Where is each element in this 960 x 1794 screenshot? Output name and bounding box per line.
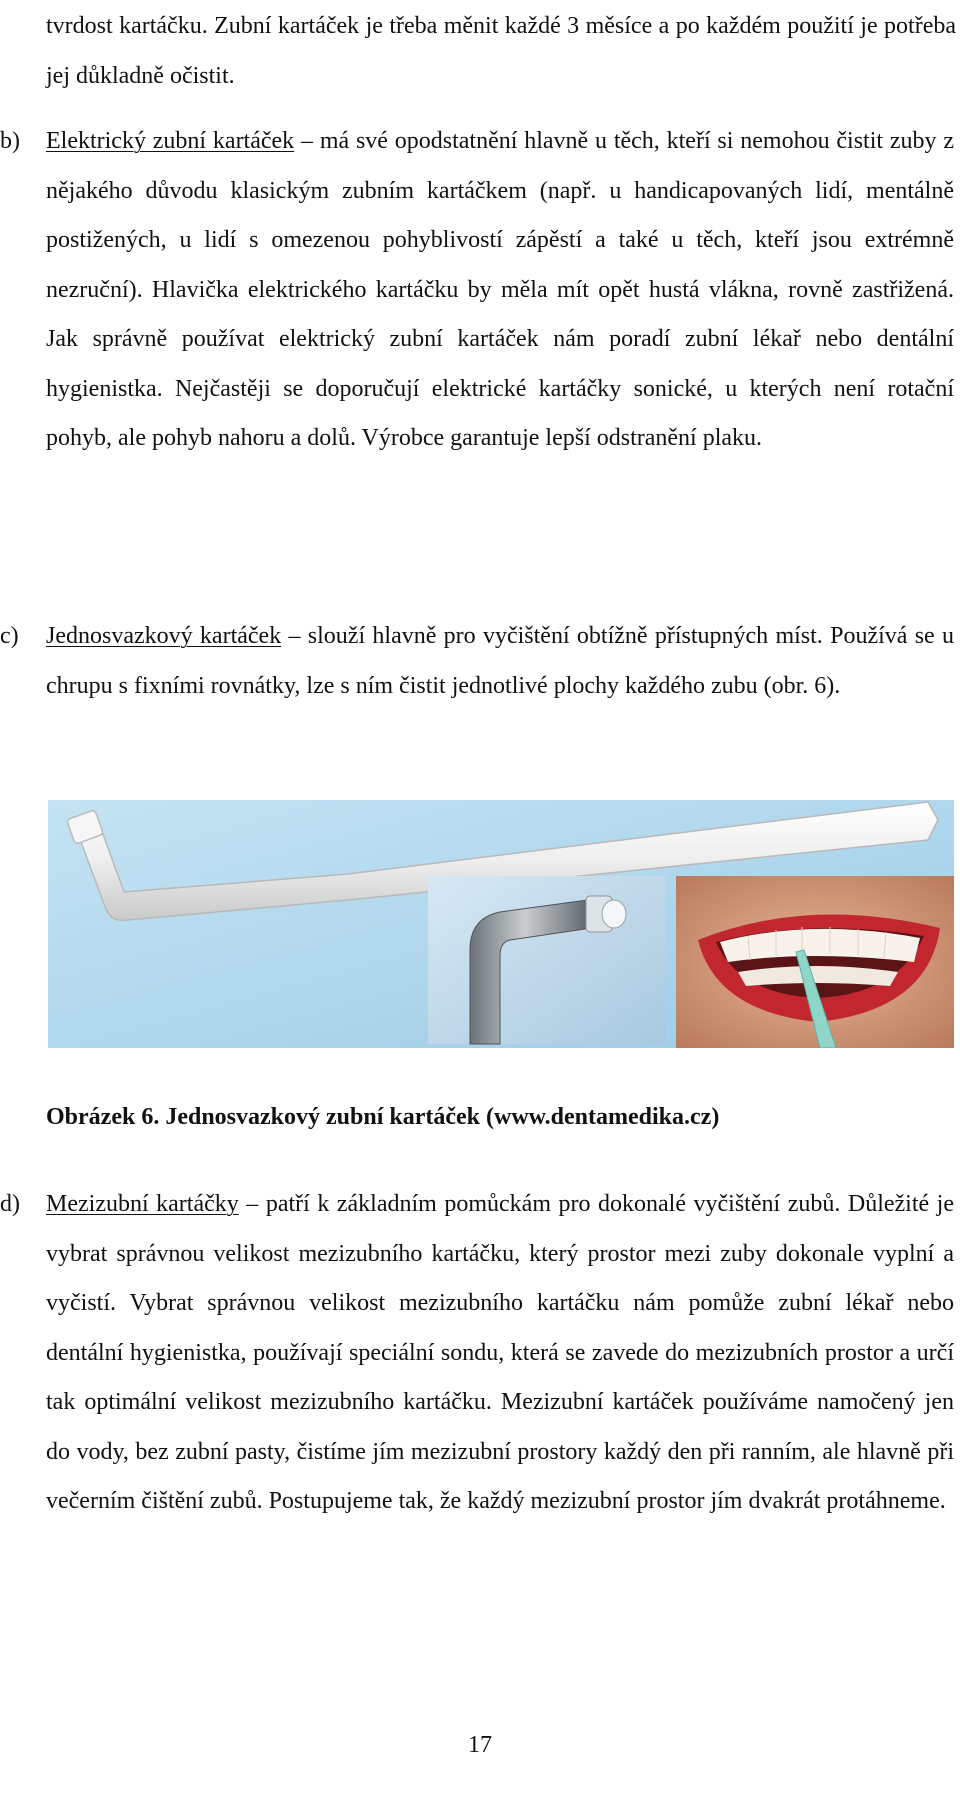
list-item-body <box>46 1180 954 1527</box>
list-item-body <box>46 117 954 464</box>
list-item-text: – patří k základním pomůckám pro dokonalé vyčištění zubů. Důležité je vybrat správnou velikost mezizubního kartáčku, který prostor mezi zuby dokonale vyplní a vyčistí. Vybrat správnou velikost mezizubního kartáčku nám pomůže zubní lékař nebo dentální hygienistka, používají speciální sondu, která se zavede do mezizubních prostor a určí tak optimální velikost mezizubního kartáčku. Mezizubní kartáček používáme namočený jen do vody, bez zubní pasty, čistíme jím mezizubní prostory každý den při ranním, ale hlavně při večerním čištění zubů. Postupujeme tak, že každý mezizubní prostor jím dvakrát protáhneme. <box>46 1191 954 1514</box>
list-item-term: Jednosvazkový kartáček <box>46 623 282 649</box>
list-item-text: – slouží hlavně pro vyčištění obtížně přístupných míst. Používá se u chrupu s fixními rovnátky, lze s ním čistit jednotlivé plochy každého zubu (obr. 6). <box>46 623 954 699</box>
list-item-body <box>46 612 954 711</box>
figure-caption: Obrázek 6. Jednosvazkový zubní kartáček (www.dentamedika.cz) <box>46 1104 720 1130</box>
list-item-c <box>0 612 954 711</box>
list-item-b <box>0 117 954 464</box>
page-number: 17 <box>468 1732 492 1758</box>
closeup-panel <box>428 876 666 1044</box>
intro-paragraph: tvrdost kartáčku. Zubní kartáček je třeba měnit každé 3 měsíce a po každém použití je potřeba jej důkladně očistit. <box>46 13 956 89</box>
list-item-d <box>0 1180 954 1527</box>
list-item-text: – má své opodstatnění hlavně u těch, kteří si nemohou čistit zuby z nějakého důvodu klasickým zubním kartáčkem (např. u handicapovaných lidí, mentálně postižených, u lidí s omezenou pohyblivostí zápěstí a také u těch, kteří jsou extrémně nezruční). Hlavička elektrického kartáčku by měla mít opět hustá vlákna, rovně zastřižená. Jak správně používat elektrický zubní kartáček nám poradí zubní lékař nebo dentální hygienistka. Nejčastěji se doporučují elektrické kartáčky sonické, u kterých není rotační pohyb, ale pohyb nahoru a dolů. Výrobce garantuje lepší odstranění plaku. <box>46 128 954 451</box>
list-marker: d) <box>0 1191 20 1217</box>
list-item-term: Elektrický zubní kartáček <box>46 128 295 154</box>
toothbrush-illustration <box>48 800 954 1048</box>
smile-panel <box>676 876 954 1048</box>
list-item-term: Mezizubní kartáčky <box>46 1191 239 1217</box>
figure-toothbrush-photo <box>48 800 954 1048</box>
list-marker: b) <box>0 128 20 154</box>
list-marker: c) <box>0 623 19 649</box>
